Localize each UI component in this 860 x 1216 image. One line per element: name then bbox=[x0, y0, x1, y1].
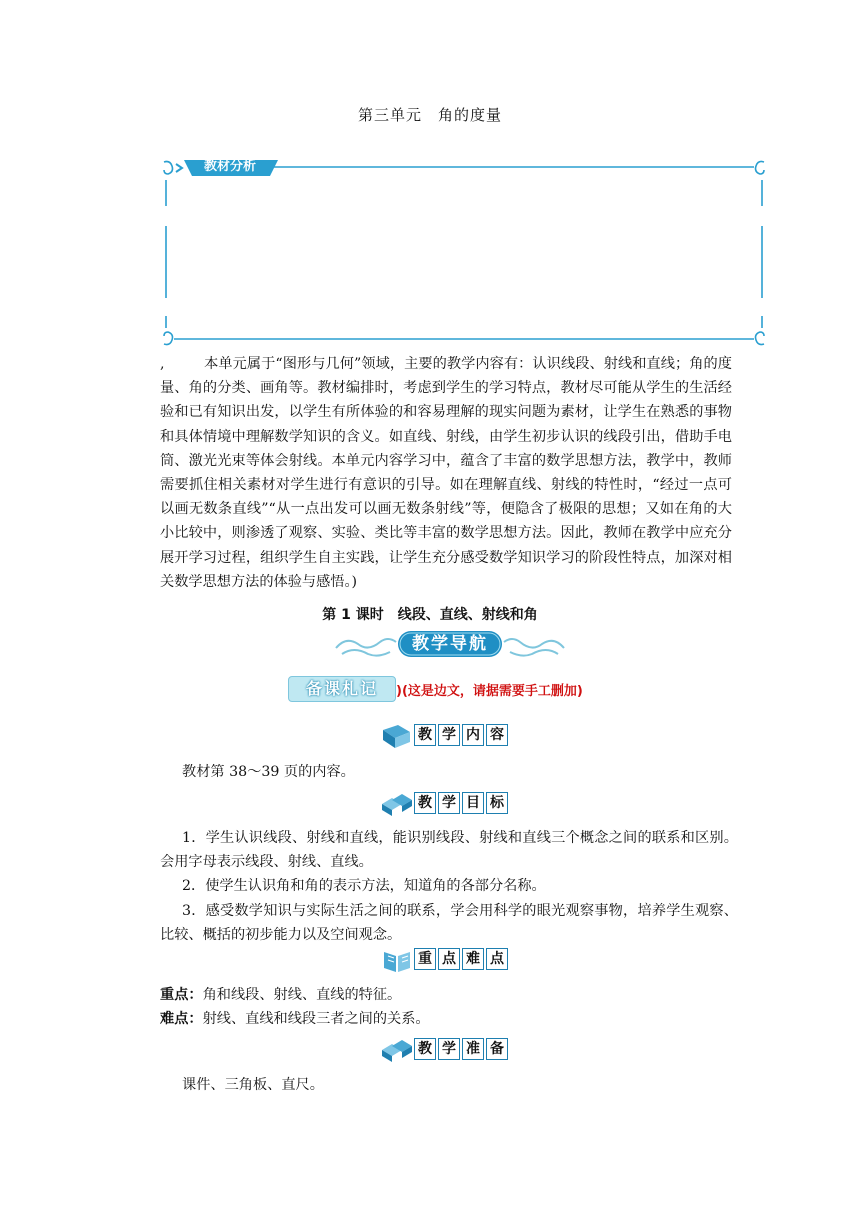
unit-title: 第三单元 角的度量 bbox=[357, 106, 502, 124]
hard-text: 射线、直线和线段三者之间的关系。 bbox=[202, 1011, 430, 1028]
section-title-key-points bbox=[414, 948, 510, 970]
margin-note: )(这是边文，请据需要手工删加) bbox=[396, 683, 583, 699]
title-char: 容 bbox=[486, 724, 508, 746]
key-point-line bbox=[160, 983, 738, 1007]
goal-text: 2．使学生认识角和角的表示方法，知道角的各部分名称。 bbox=[182, 878, 546, 895]
section-title-content bbox=[414, 724, 510, 746]
lesson-title: 第 1 课时 线段、直线、射线和角 bbox=[322, 607, 538, 623]
title-char: 目 bbox=[462, 792, 484, 814]
hard-label: 难点： bbox=[160, 1011, 203, 1028]
goal-item bbox=[160, 874, 738, 898]
title-char: 学 bbox=[438, 724, 460, 746]
content-text bbox=[160, 760, 738, 784]
key-label: 重点： bbox=[160, 987, 203, 1003]
lesson-notes-row bbox=[288, 676, 583, 706]
prep-body: 课件、三角板、直尺。 bbox=[182, 1077, 324, 1093]
title-char: 内 bbox=[462, 724, 484, 746]
content-body: 教材第 38～39 页的内容。 bbox=[182, 764, 355, 780]
title-char: 点 bbox=[438, 948, 460, 970]
title-char: 教 bbox=[414, 724, 436, 746]
intro-lead-mark: , bbox=[160, 356, 165, 372]
teaching-nav-banner bbox=[334, 630, 566, 660]
title-char: 教 bbox=[414, 792, 436, 814]
textbook-analysis-frame bbox=[162, 158, 766, 348]
stacked-books-icon bbox=[380, 1036, 414, 1064]
title-char: 学 bbox=[438, 792, 460, 814]
goal-item bbox=[160, 826, 738, 874]
frame-border bbox=[162, 158, 766, 348]
goals-list bbox=[160, 826, 738, 947]
title-char: 点 bbox=[486, 948, 508, 970]
title-char: 教 bbox=[414, 1038, 436, 1060]
title-char: 重 bbox=[414, 948, 436, 970]
title-char: 标 bbox=[486, 792, 508, 814]
prep-text bbox=[160, 1073, 738, 1097]
goal-text: 1．学生认识线段、射线和直线，能识别线段、射线和直线三个概念之间的联系和区别。会用字母表示线段、射线、直线。 bbox=[160, 830, 738, 871]
section-title-goals bbox=[414, 792, 510, 814]
title-char: 准 bbox=[462, 1038, 484, 1060]
section-title-prep bbox=[414, 1038, 510, 1060]
title-char: 学 bbox=[438, 1038, 460, 1060]
unit-intro-paragraph bbox=[160, 352, 732, 594]
book-icon bbox=[380, 722, 414, 750]
intro-text: 本单元属于“图形与几何”领域，主要的教学内容有：认识线段、射线和直线；角的度量、角的分类、画角等。教材编排时，考虑到学生的学习特点，教材尽可能从学生的生活经验和已有知识出发，以学生有所体验的和容易理解的现实问题为素材，让学生在熟悉的事物和具体情境中理解数学知识的含义。如直线、射线，由学生初步认识的线段引出，借助手电筒、激光光束等体会射线。本单元内容学习中，蕴含了丰富的数学思想方法，教学中，教师需要抓住相关素材对学生进行有意识的引导。如在理解直线、射线的特性时，“经过一点可以画无数条直线”“从一点出发可以画无数条射线”等，便隐含了极限的思想；又如在角的大小比较中，则渗透了观察、实验、类比等丰富的数学思想方法。因此，教师在教学中应充分展开学习过程，组织学生自主实践，让学生充分感受数学知识学习的阶段性特点，加深对相关数学思想方法的体验与感悟。) bbox=[160, 356, 732, 590]
key-text: 角和线段、射线、直线的特征。 bbox=[202, 987, 402, 1003]
goal-text: 3．感受数学知识与实际生活之间的联系，学会用科学的眼光观察事物，培养学生观察、比较、概括的初步能力以及空间观念。 bbox=[160, 902, 738, 943]
nav-banner-text: 教学导航 bbox=[412, 634, 488, 654]
hard-point-line bbox=[160, 1007, 738, 1031]
goal-item bbox=[160, 899, 738, 947]
analysis-tab-label: 教材分析 bbox=[203, 159, 256, 174]
lesson-notes-badge: 备课札记 bbox=[288, 676, 396, 702]
title-char: 备 bbox=[486, 1038, 508, 1060]
title-char: 难 bbox=[462, 948, 484, 970]
stacked-books-icon bbox=[380, 790, 414, 818]
open-book-icon bbox=[380, 946, 414, 974]
key-points-text bbox=[160, 983, 738, 1031]
